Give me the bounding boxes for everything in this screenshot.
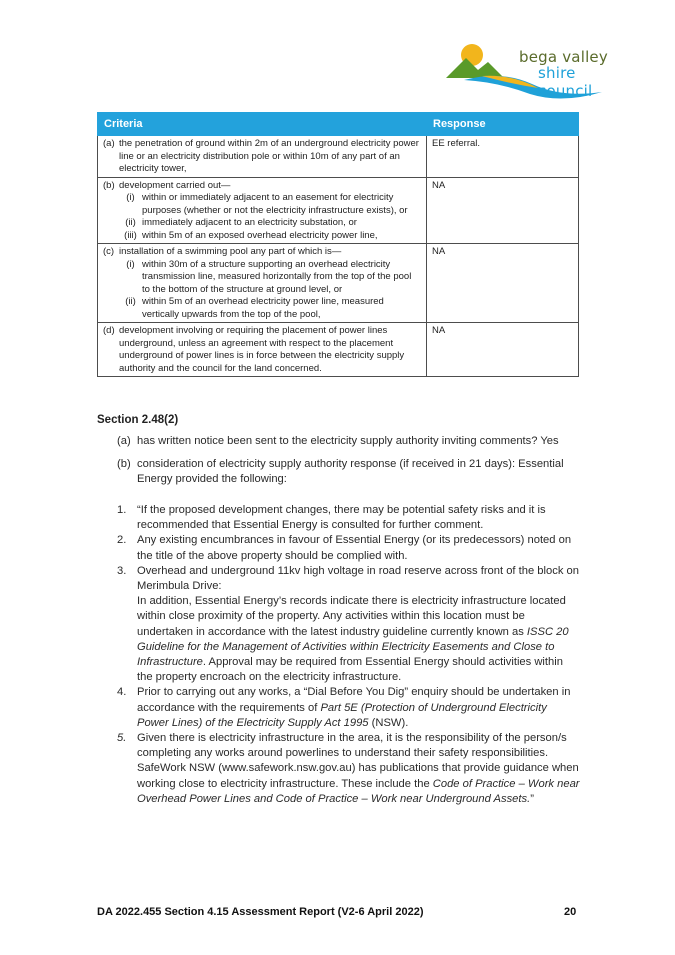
row-text-main: development involving or requiring the placement of power lines underground, unless an agreement with respect to the placement underground of power lines is in force between the electricity supply authority and the council for the land concerned. [119,325,405,374]
list-item [117,731,581,807]
sub-item [119,296,421,321]
sub-item-num: (ii) [125,217,136,228]
code-of-practice-title: Code of Practice – Work near Overhead Power Lines and Code of Practice – Work near Underground Assets. [137,777,580,805]
list-item-body [137,564,581,686]
section-item-text: has written notice been sent to the electricity supply authority inviting comments? Yes [137,435,559,447]
list-item-paragraph [137,594,581,685]
sub-item-text: within or immediately adjacent to an easement for electricity purposes (whether or not the electricity infrastructure exists), or [142,192,408,216]
row-text [119,244,427,323]
sub-item-num: (i) [126,258,135,270]
list-item-text: (NSW). [368,716,409,729]
section-item-label: (a) [117,435,131,447]
table-row [98,244,579,323]
council-logo [442,40,632,108]
list-item-number: 2. [117,534,127,547]
row-text-main: installation of a swimming pool any part of which is— [119,246,342,257]
sub-item [119,259,421,297]
row-letter: (b) [98,177,120,244]
list-item-text: Given there is electricity infrastructure in the area, it is the responsibility of the person/s completing any works around powerlines to understand their safety responsibilities. SafeWork NSW (www.safework.nsw.gov.au) has publications that provide guidance when working close to electricity infrastructure. These include the [137,732,579,790]
criteria-table [97,112,579,377]
sub-item-text: immediately adjacent to an electricity substation, or [142,217,357,228]
list-item [117,533,581,563]
row-letter: (c) [98,244,120,323]
list-item-text: “If the proposed development changes, there may be potential safety risks and it is recommended that Essential Energy is consulted for further comment. [137,504,546,532]
section-item-a [117,434,581,449]
list-item-text: Overhead and underground 11kv high voltage in road reserve across front of the block on Merimbula Drive: [137,564,579,593]
footer-report-title: DA 2022.455 Section 4.15 Assessment Report (V2-6 April 2022) [97,906,424,918]
sub-item-num: (i) [126,192,135,203]
sub-item-num: (ii) [125,296,136,307]
list-item-text: Prior to carrying out any works, a “Dial Before You Dig” enquiry should be undertaken in accordance with the requirements of [137,686,571,714]
table-row [98,136,579,178]
sub-item [119,192,421,217]
section-item-text: consideration of electricity supply authority response (if received in 21 days): Essential Energy provided the following: [137,458,564,485]
list-item-number: 5. [117,732,127,745]
sub-item-num: (iii) [124,229,137,241]
sub-item [119,217,421,230]
row-letter: (d) [98,323,120,377]
list-item-text: ” [530,792,534,805]
section-item-label: (b) [117,458,131,470]
row-response: EE referral. [427,136,579,178]
guideline-title: ISSC 20 Guideline for the Management of Activities within Electricity Easements and Close to Infrastructure [137,625,569,669]
table-row [98,177,579,244]
list-item [117,564,581,686]
list-item-body [137,731,581,807]
list-item-text: Any existing encumbrances in favour of Essential Energy (or its predecessors) noted on the title of the above property should be complied with. [137,534,572,562]
section-heading: Section 2.48(2) [97,414,179,426]
row-response: NA [427,244,579,323]
list-item-text: In addition, Essential Energy’s records indicate there is electricity infrastructure located within close proximity of the property. Any activities within this location must be undertaken in accordance with the latest industry guideline currently known as [137,595,566,638]
page-number: 20 [564,906,577,918]
row-text [119,177,427,244]
sub-item [119,230,421,243]
legislation-title: Part 5E (Protection of Underground Electricity Power Lines) of the Electricity Supply Act 1995 [137,701,547,729]
section-item-b [117,457,581,487]
row-text-main: development carried out— [119,179,231,191]
row-text [119,323,427,377]
criteria-header: Criteria [98,113,427,136]
sub-item-text: within 5m of an exposed overhead electricity power line, [142,229,378,241]
row-text [119,136,427,178]
sub-item-text: within 5m of an overhead electricity power line, measured vertically upwards from the top of the pool, [142,296,384,320]
sub-item-text: within 30m of a structure supporting an overhead electricity transmission line, measured horizontally from the top of the pool to the bottom of the structure at ground level, or [142,258,412,295]
row-response: NA [427,323,579,377]
table-row [98,323,579,377]
row-response: NA [427,177,579,244]
table-header-row [98,113,579,136]
list-item [117,685,581,731]
list-item [117,503,581,533]
list-item-body [137,685,581,731]
logo-text-line2: shire council [538,64,593,100]
list-item-number: 4. [117,686,127,699]
list-item-text: . Approval may be required from Essential Energy should activities within the property encroach on the electricity infrastructure. [137,656,563,684]
response-header: Response [427,113,579,136]
list-item-number: 3. [117,564,127,577]
logo-text-line1: bega valley [519,48,608,66]
row-text-main: the penetration of ground within 2m of an underground electricity power line or an electricity distribution pole or within 10m of any part of an electricity tower, [119,138,419,174]
row-letter: (a) [98,136,120,178]
list-item-number: 1. [117,504,127,516]
numbered-list [117,503,581,807]
